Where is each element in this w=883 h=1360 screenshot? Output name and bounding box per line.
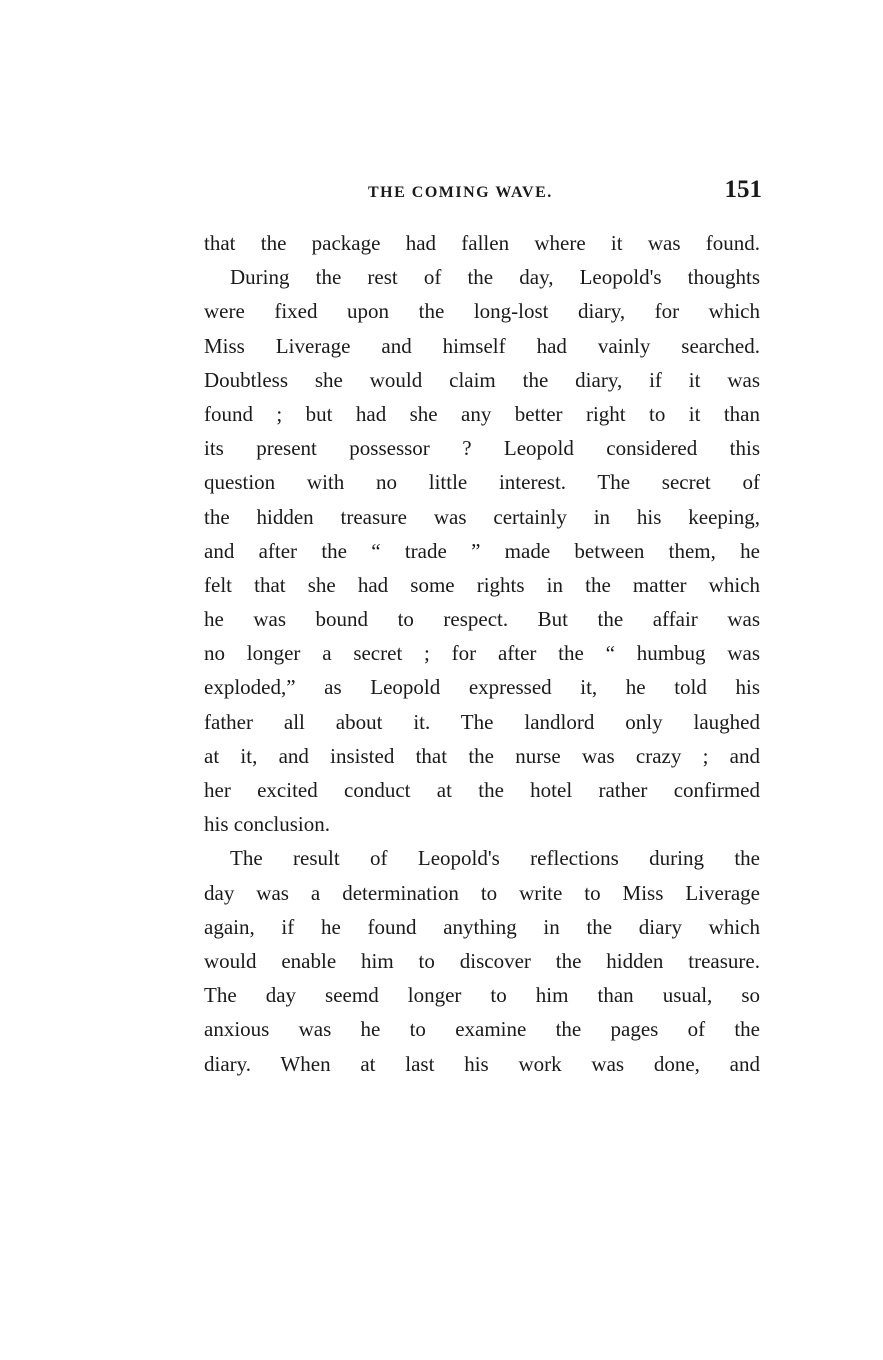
text-line: Doubtless she would claim the diary, if it was [204,367,760,392]
text-line: were fixed upon the long-lost diary, for which [204,299,760,324]
text-line: question with no little interest. The secret of [204,470,760,495]
text-line: and after the “ trade ” made between them, he [204,538,760,563]
text-line: During the rest of the day, Leopold's thoughts [230,265,760,290]
running-head [205,176,765,212]
text-line: the hidden treasure was certainly in his keeping, [204,504,760,529]
text-line: The result of Leopold's reflections during the [230,846,760,871]
text-line: he was bound to respect. But the affair was [204,607,760,632]
text-line: at it, and insisted that the nurse was crazy ; and [204,743,760,768]
text-line: her excited conduct at the hotel rather confirmed [204,778,760,802]
text-line: found ; but had she any better right to it than [204,401,760,426]
text-line: exploded,” as Leopold expressed it, he told his [204,675,760,700]
page-number: 151 [724,176,762,203]
text-line: his conclusion. [204,812,330,837]
text-line: that the package had fallen where it was found. [204,231,760,255]
text-line: felt that she had some rights in the matter which [204,572,760,597]
text-line: would enable him to discover the hidden treasure. [204,948,760,973]
text-line: its present possessor ? Leopold considered this [204,436,760,461]
text-line: father all about it. The landlord only laughed [204,709,760,734]
running-title: THE COMING WAVE. [368,184,553,201]
body-text [204,226,760,1081]
text-line: diary. When at last his work was done, and [204,1051,760,1076]
text-line: The day seemd longer to him than usual, so [204,983,760,1008]
text-line: no longer a secret ; for after the “ humbug was [204,641,760,666]
text-line: day was a determination to write to Miss Liverage [204,880,760,905]
text-line: Miss Liverage and himself had vainly searched. [204,333,760,358]
text-line: anxious was he to examine the pages of the [204,1017,760,1042]
text-line: again, if he found anything in the diary which [204,914,760,939]
